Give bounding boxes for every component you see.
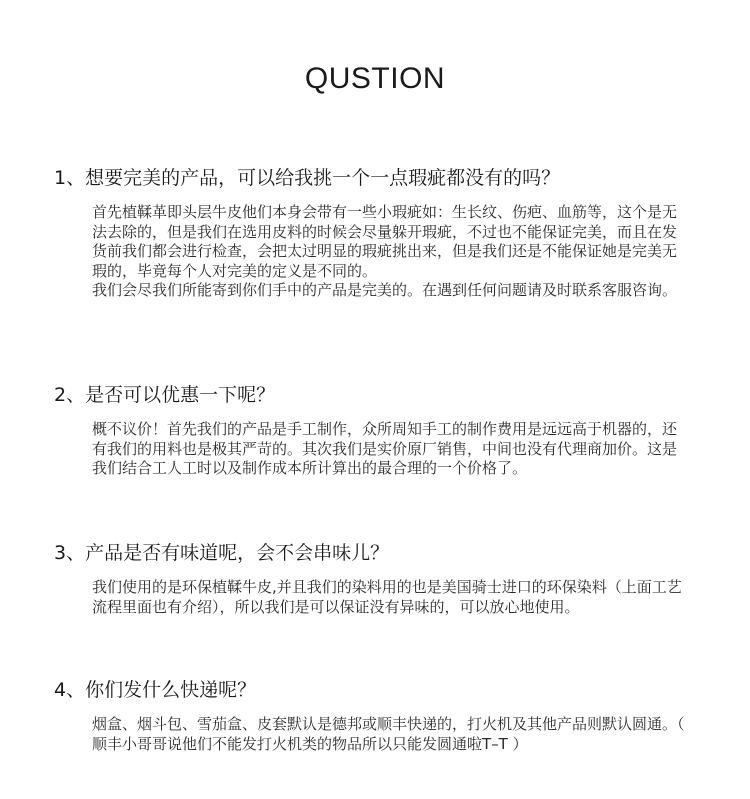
faq-item-1 <box>54 165 704 301</box>
faq-answer <box>92 578 690 617</box>
faq-answer <box>92 420 690 479</box>
faq-answer-paragraph: 首先植鞣革即头层牛皮他们本身会带有一些小瑕疵如：生长纹、伤疤、血筋等，这个是无法去除的，但是我们在选用皮料的时候会尽量躲开瑕疵，不过也不能保证完美，而且在发货前我们都会进行检查，会把太过明显的瑕疵挑出来，但是我们还是不能保证她是完美无瑕的，毕竟每个人对完美的定义是不同的。 <box>92 203 678 280</box>
faq-answer-paragraph: 我们使用的是环保植鞣牛皮,并且我们的染料用的也是美国骑士进口的环保染料（上面工艺流程里面也有介绍），所以我们是可以保证没有异味的，可以放心地使用。 <box>92 578 682 616</box>
faq-question: 1、想要完美的产品，可以给我挑一个一点瑕疵都没有的吗？ <box>54 167 561 189</box>
faq-answer-paragraph: 我们会尽我们所能寄到你们手中的产品是完美的。在遇到任何问题请及时联系客服咨询。 <box>92 281 678 300</box>
faq-question: 2、是否可以优惠一下呢？ <box>54 384 276 406</box>
faq-answer <box>92 203 690 301</box>
faq-answer-paragraph: 概不议价！首先我们的产品是手工制作，众所周知手工的制作费用是远远高于机器的，还有我们的用料也是极其严苛的。其次我们是实价原厂销售，中间也没有代理商加价。这是我们结合工人工时以及制作成本所计算出的最合理的一个价格了。 <box>92 420 678 478</box>
faq-question: 4、你们发什么快递呢？ <box>54 679 257 701</box>
faq-question: 3、产品是否有味道呢，会不会串味儿？ <box>54 542 390 564</box>
faq-item-3 <box>54 540 704 617</box>
faq-answer-paragraph: 烟盒、烟斗包、雪茄盒、皮套默认是德邦或顺丰快递的，打火机及其他产品则默认圆通。（ 顺丰小哥哥说他们不能发打火机类的物品所以只能发圆通啦T–T ） <box>92 715 685 753</box>
faq-item-2 <box>54 382 704 479</box>
faq-item-4 <box>54 677 704 754</box>
page-title: QUSTION <box>304 62 446 95</box>
faq-answer <box>92 715 690 754</box>
